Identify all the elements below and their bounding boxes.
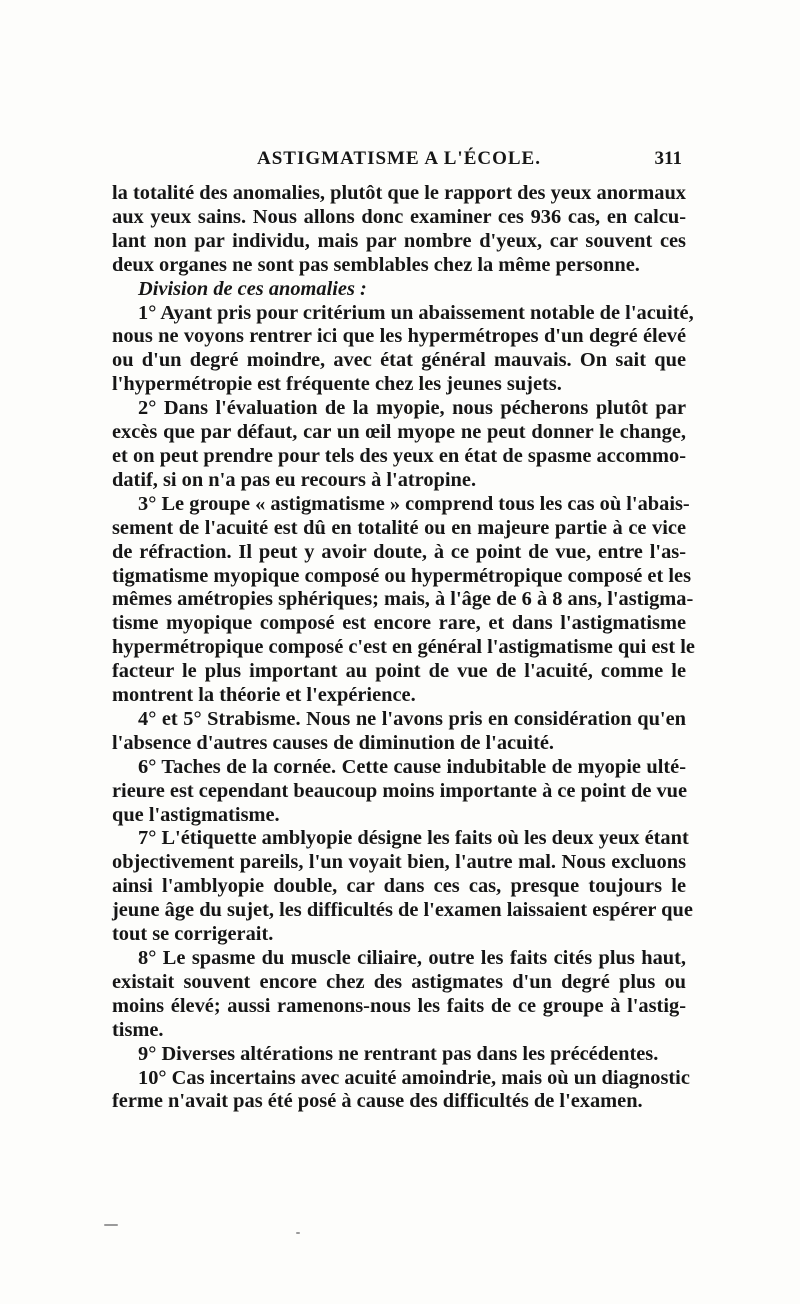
scan-specks — [100, 1210, 340, 1240]
text-line: l'hypermétropie est fréquente chez les jeunes sujets. — [112, 373, 562, 396]
paragraph — [112, 947, 686, 1043]
text-line: tisme myopique composé est encore rare, et dans l'astigmatisme — [112, 612, 686, 635]
text-line: 2° Dans l'évaluation de la myopie, nous pécherons plutôt par — [138, 397, 686, 420]
text-line: de réfraction. Il peut y avoir doute, à ce point de vue, entre l'as- — [112, 540, 686, 563]
paragraph — [112, 492, 695, 708]
text-line: 3° Le groupe « astigmatisme » comprend tous les cas où l'abais- — [138, 492, 690, 515]
text-line: ou d'un degré moindre, avec état général mauvais. On sait que — [112, 349, 686, 372]
text-line: montrent la théorie et l'expérience. — [112, 684, 416, 707]
text-line: tigmatisme myopique composé ou hypermétropique composé et les — [112, 564, 692, 587]
text-line: 8° Le spasme du muscle ciliaire, outre les faits cités plus haut, — [138, 947, 686, 969]
text-line: Division de ces anomalies : — [138, 277, 367, 300]
page-number: 311 — [654, 148, 682, 169]
text-line: que l'astigmatisme. — [112, 803, 280, 826]
text-line: ainsi l'amblyopie double, car dans ces cas, presque toujours le — [112, 875, 686, 898]
text-line: 10° Cas incertains avec acuité amoindrie, mais où un diagnostic — [138, 1066, 690, 1089]
paragraph — [112, 756, 686, 828]
body-text — [112, 182, 695, 1114]
scan-speck — [296, 1232, 300, 1234]
text-line: tisme. — [112, 1018, 164, 1041]
scan-speck — [104, 1224, 118, 1226]
paragraph — [112, 708, 686, 756]
text-line: nous ne voyons rentrer ici que les hypermétropes d'un degré élevé — [112, 325, 686, 348]
text-line: la totalité des anomalies, plutôt que le rapport des yeux anormaux — [112, 182, 686, 204]
text-line: 4° et 5° Strabisme. Nous ne l'avons pris en considération qu'en — [138, 707, 686, 730]
text-line: hypermétropique composé c'est en général l'astigmatisme qui est le — [112, 636, 695, 659]
text-line: 1° Ayant pris pour critérium un abaissement notable de l'acuité, — [138, 301, 694, 324]
text-line: rieure est cependant beaucoup moins importante à ce point de vue — [112, 779, 688, 802]
text-line: tout se corrigerait. — [112, 923, 274, 946]
text-line: existait souvent encore chez des astigmates d'un degré plus ou — [112, 970, 686, 993]
paragraph — [112, 397, 686, 493]
section-heading — [112, 278, 686, 302]
text-line: jeune âge du sujet, les difficultés de l'examen laissaient espérer que — [112, 899, 693, 922]
paragraph — [112, 1043, 686, 1067]
paragraph — [112, 827, 693, 947]
paragraph — [112, 1066, 690, 1115]
paragraph — [112, 301, 694, 398]
text-line: datif, si on n'a pas eu recours à l'atropine. — [112, 468, 477, 491]
text-line: 6° Taches de la cornée. Cette cause indubitable de myopie ulté- — [138, 755, 686, 778]
running-title: ASTIGMATISME A L'ÉCOLE. — [257, 148, 541, 169]
text-line: 9° Diverses altérations ne rentrant pas dans les précédentes. — [138, 1042, 659, 1065]
text-line: deux organes ne sont pas semblables chez la même personne. — [112, 253, 640, 276]
text-line: moins élevé; aussi ramenons-nous les faits de ce groupe à l'astig- — [112, 994, 686, 1017]
text-line: l'absence d'autres causes de diminution de l'acuité. — [112, 731, 555, 754]
paragraph — [112, 182, 686, 278]
text-line: excès que par défaut, car un œil myope ne peut donner le change, — [112, 421, 686, 444]
text-line: mêmes amétropies sphériques; mais, à l'âge de 6 à 8 ans, l'astigma- — [112, 588, 694, 611]
text-line: et on peut prendre pour tels des yeux en état de spasme accommo- — [112, 444, 686, 467]
text-line: facteur le plus important au point de vue de l'acuité, comme le — [112, 660, 686, 683]
text-line: sement de l'acuité est dû en totalité ou en majeure partie à ce vice — [112, 516, 686, 539]
text-line: objectivement pareils, l'un voyait bien, l'autre mal. Nous excluons — [112, 851, 686, 874]
text-line: ferme n'avait pas été posé à cause des difficultés de l'examen. — [112, 1090, 643, 1113]
text-line: aux yeux sains. Nous allons donc examiner ces 936 cas, en calcu- — [112, 205, 686, 228]
running-head — [112, 148, 686, 178]
text-line: lant non par individu, mais par nombre d'yeux, car souvent ces — [112, 229, 686, 252]
text-line: 7° L'étiquette amblyopie désigne les faits où les deux yeux étant — [138, 827, 689, 850]
